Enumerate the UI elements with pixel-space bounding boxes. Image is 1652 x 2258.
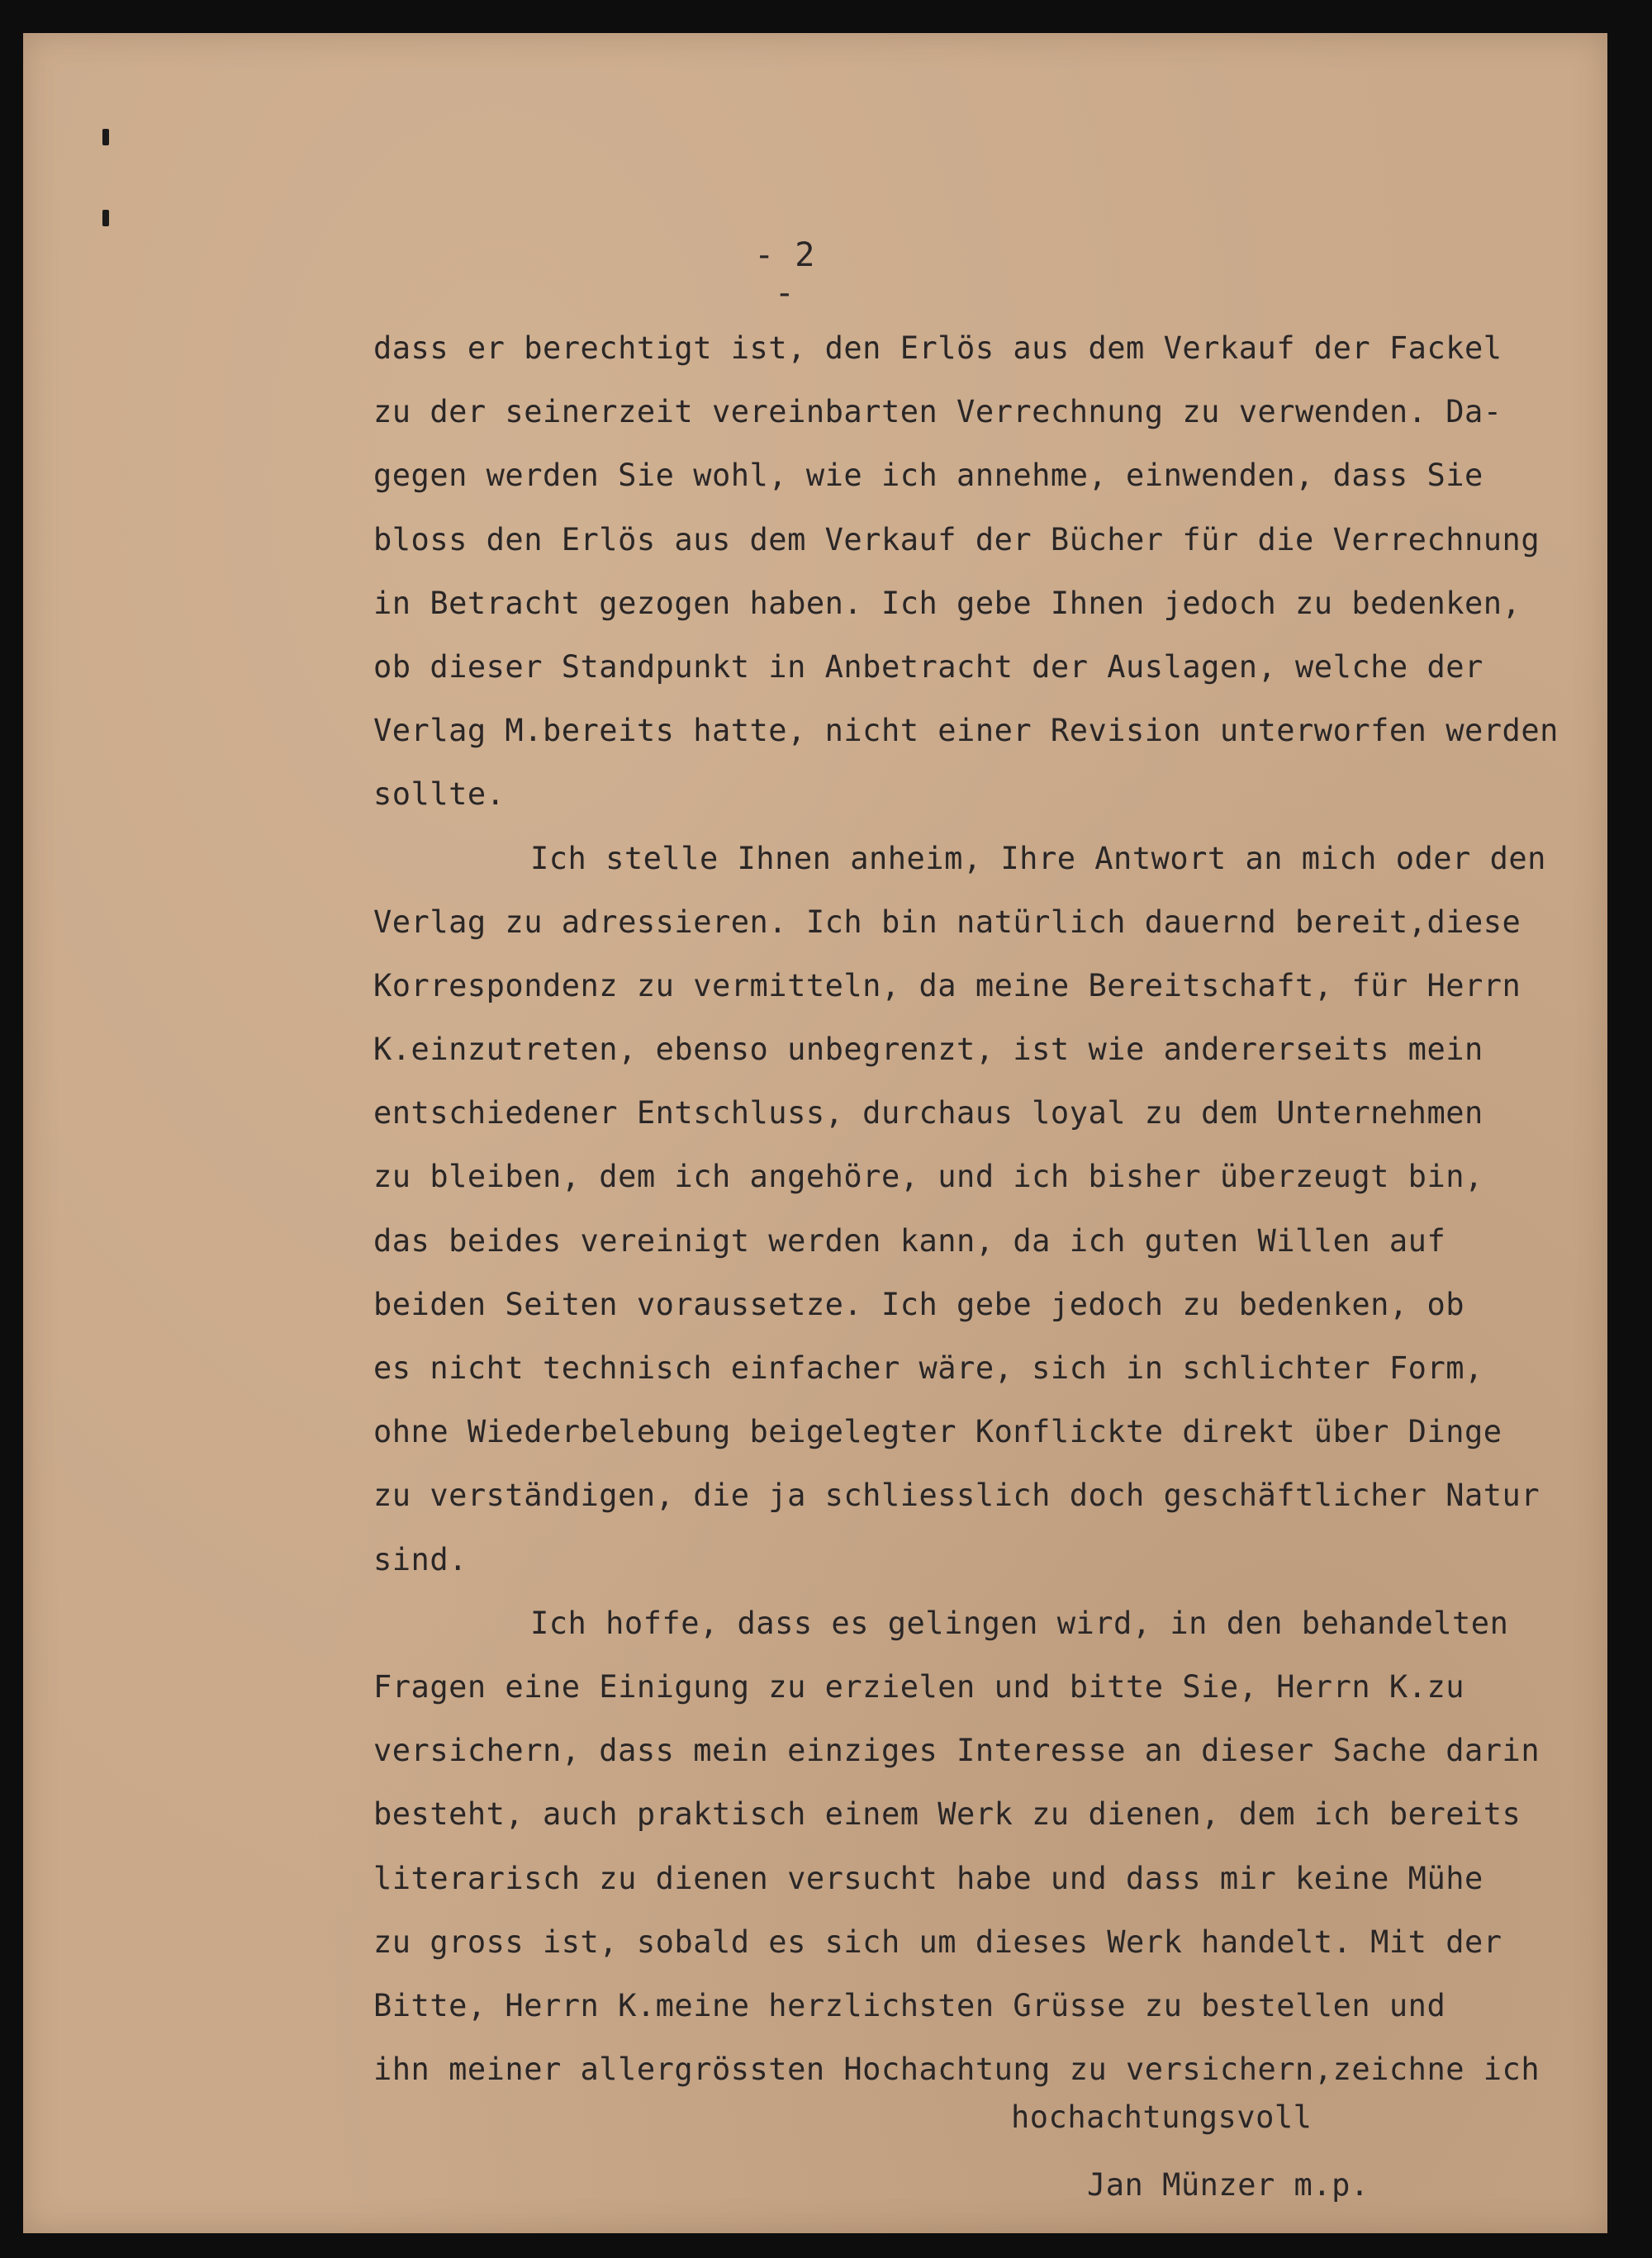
letter-line: in Betracht gezogen haben. Ich gebe Ihnen jedoch zu bedenken, [373, 585, 1521, 621]
letter-body [373, 316, 1596, 2101]
punch-hole-mark [102, 129, 109, 145]
letter-line: zu gross ist, sobald es sich um dieses Werk handelt. Mit der [373, 1924, 1502, 1960]
letter-line: das beides vereinigt werden kann, da ich guten Willen auf [373, 1222, 1446, 1259]
letter-line: literarisch zu dienen versucht habe und dass mir keine Mühe [373, 1860, 1483, 1896]
closing-greeting: hochachtungsvoll [1011, 2099, 1313, 2135]
document-page [23, 33, 1607, 2233]
letter-line: Korrespondenz zu vermitteln, da meine Bereitschaft, für Herrn [373, 967, 1521, 1003]
letter-line: entschiedener Entschluss, durchaus loyal zu dem Unternehmen [373, 1095, 1483, 1131]
punch-hole-mark [102, 210, 109, 226]
letter-line: Verlag zu adressieren. Ich bin natürlich dauernd bereit,diese [373, 904, 1521, 940]
letter-line: bloss den Erlös aus dem Verkauf der Bücher für die Verrechnung [373, 521, 1540, 557]
letter-line: Verlag M.bereits hatte, nicht einer Revision unterworfen werden [373, 713, 1559, 749]
letter-line: Fragen eine Einigung zu erzielen und bitte Sie, Herrn K.zu [373, 1668, 1465, 1705]
letter-line: Bitte, Herrn K.meine herzlichsten Grüsse zu bestellen und [373, 1987, 1446, 2023]
letter-line: dass er berechtigt ist, den Erlös aus dem Verkauf der Fackel [373, 330, 1502, 366]
letter-line: Ich stelle Ihnen anheim, Ihre Antwort an mich oder den [530, 840, 1546, 876]
letter-line: ob dieser Standpunkt in Anbetracht der Auslagen, welche der [373, 648, 1483, 685]
letter-line: K.einzutreten, ebenso unbegrenzt, ist wie andererseits mein [373, 1032, 1483, 1068]
letter-line: zu bleiben, dem ich angehöre, und ich bisher überzeugt bin, [373, 1159, 1483, 1195]
letter-line: versichern, dass mein einziges Interesse an dieser Sache darin [373, 1733, 1540, 1769]
letter-line: ohne Wiederbelebung beigelegter Konflickte direkt über Dinge [373, 1414, 1502, 1450]
letter-line: gegen werden Sie wohl, wie ich annehme, einwenden, dass Sie [373, 458, 1483, 494]
page-number: - 2 - [754, 236, 815, 312]
letter-line: ihn meiner allergrössten Hochachtung zu versichern,zeichne ich [373, 2052, 1540, 2088]
letter-line: Ich hoffe, dass es gelingen wird, in den behandelten [530, 1605, 1509, 1641]
letter-line: sollte. [373, 776, 506, 813]
letter-line: sind. [373, 1541, 468, 1577]
letter-line: besteht, auch praktisch einem Werk zu dienen, dem ich bereits [373, 1796, 1521, 1833]
letter-line: beiden Seiten voraussetze. Ich gebe jedoch zu bedenken, ob [373, 1286, 1465, 1322]
signature: Jan Münzer m.p. [1087, 2167, 1370, 2203]
letter-line: zu der seinerzeit vereinbarten Verrechnung zu verwenden. Da- [373, 394, 1502, 430]
letter-line: zu verständigen, die ja schliesslich doch geschäftlicher Natur [373, 1478, 1540, 1514]
letter-line: es nicht technisch einfacher wäre, sich in schlichter Form, [373, 1350, 1483, 1386]
